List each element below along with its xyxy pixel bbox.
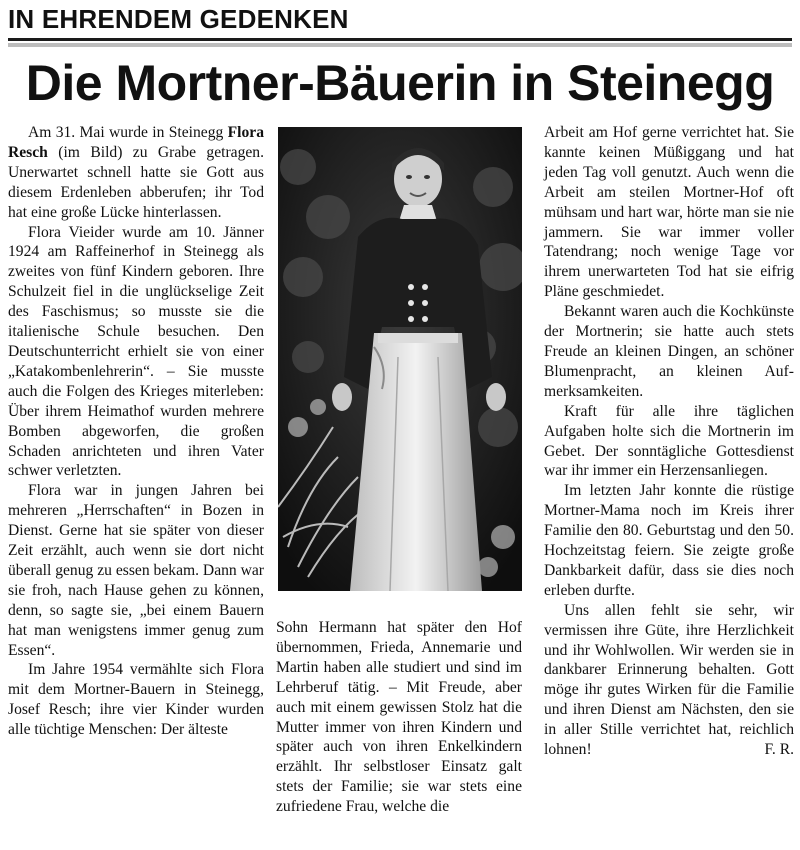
paragraph: Flora war in jungen Jahren bei mehreren „Herrschaften“ in Bozen in Dienst. Gerne hat sie später von dieser Zeit erzählt, auch wenn sie dort nicht überall genug zu essen bekam. Dann war sie froh, nach Hause gehen zu können, denn, so sagte sie, „bei einem Bauern hat man wenigstens immer genug zum Essen“. <box>8 482 264 659</box>
column-3 <box>544 123 794 760</box>
paragraph: Arbeit am Hof gerne verrichtet hat. Sie kannte keinen Müßiggang und hat jeden Tag voll genutzt. Auch wenn die Arbeit am steilen Mortner-Hof oft mühsam und hart war, hörte man sie nie jammern. Sie war immer voller Tatendrang; noch wenige Tage vor ihrem unerwarteten Tod hat sie eifrig Pläne geschmiedet. <box>544 124 794 301</box>
paragraph: Sohn Hermann hat später den Hof übernommen, Frieda, Annemarie und Martin haben alle studiert und sind im Lehrberuf tätig. – Mit Freude, aber auch mit einem gewissen Stolz hat die Mutter immer von ihren Kindern und später auch von ihren Enkelkindern erzählt. Ihr selbstloser Einsatz galt stets der Familie; sie war stets eine zufriedene Frau, welche die <box>276 619 522 816</box>
paragraph: Im letzten Jahr konnte die rüstige Mortner-Mama noch im Kreis ihrer Familie den 80. Geburtstag und den 50. Hochzeitstag feiern. Sie zeigte große Dankbarkeit dafür, dass sie dies noch erleben durfte. <box>544 482 794 599</box>
column-2 <box>276 618 522 817</box>
closing-text: Uns allen fehlt sie sehr, wir vermissen ihre Güte, ihre Herzlichkeit und ihr Wohlwollen. Wir werden sie in dankbarer Erinnerung behalten. Gott möge ihr gutes Wirken für die Familie und ihren Dienst am Nächsten, den sie in aller Stille verrichtet hat, reichlich lohnen! <box>544 601 794 759</box>
column-1 <box>8 123 264 740</box>
portrait-photo <box>278 127 522 591</box>
author-initials: F. R. <box>764 741 794 759</box>
paragraph: Am 31. Mai wurde in Steinegg Flora Resch (im Bild) zu Grabe getragen. Unerwartet schnell hatte sie Gott aus diesem Erdenleben abberufen; ihr Tod hat eine große Lücke hinterlassen. <box>8 124 264 221</box>
person-name: Flora Resch <box>8 124 264 161</box>
paragraph: Flora Vieider wurde am 10. Jänner 1924 am Raffeinerhof in Steinegg als zweites von fünf Kindern geboren. Ihre Schulzeit fiel in die unglückselige Zeit des Faschismus; so musste sie die italienische Schule besuchen. Den Deutschunterricht erhielt sie von einer „Katakombenlehrerin“. – Sie musste auch die Folgen des Krieges miterleben: Über ihrem Heimathof wurden mehrere Bomben abgeworfen, die großen Schaden anrichteten und ihren Vater schwer verletzten. <box>8 223 264 480</box>
section-label: IN EHRENDEM GEDENKEN <box>8 4 349 34</box>
paragraph: Kraft für alle ihre täglichen Aufgaben holte sich die Mortnerin im Gebet. Der sonntägliche Gottesdienst war ihr immer ein Herzensanliegen. <box>544 402 794 480</box>
article-headline: Die Mortner-Bäuerin in Steinegg <box>25 55 775 111</box>
section-rule <box>8 38 792 41</box>
paragraph: Bekannt waren auch die Kochkünste der Mortnerin; sie hatte auch stets Freude an kleinen Dingen, an schöner Blumenpracht, an kleinen Aufmerksamkeiten. <box>544 303 794 400</box>
paragraph: Im Jahre 1954 vermählte sich Flora mit dem Mortner-Bauern in Steinegg, Josef Resch; ihre vier Kinder wurden alle tüchtige Menschen: Der älteste <box>8 661 264 739</box>
paragraph <box>544 601 794 760</box>
section-rule-shade <box>8 43 792 47</box>
